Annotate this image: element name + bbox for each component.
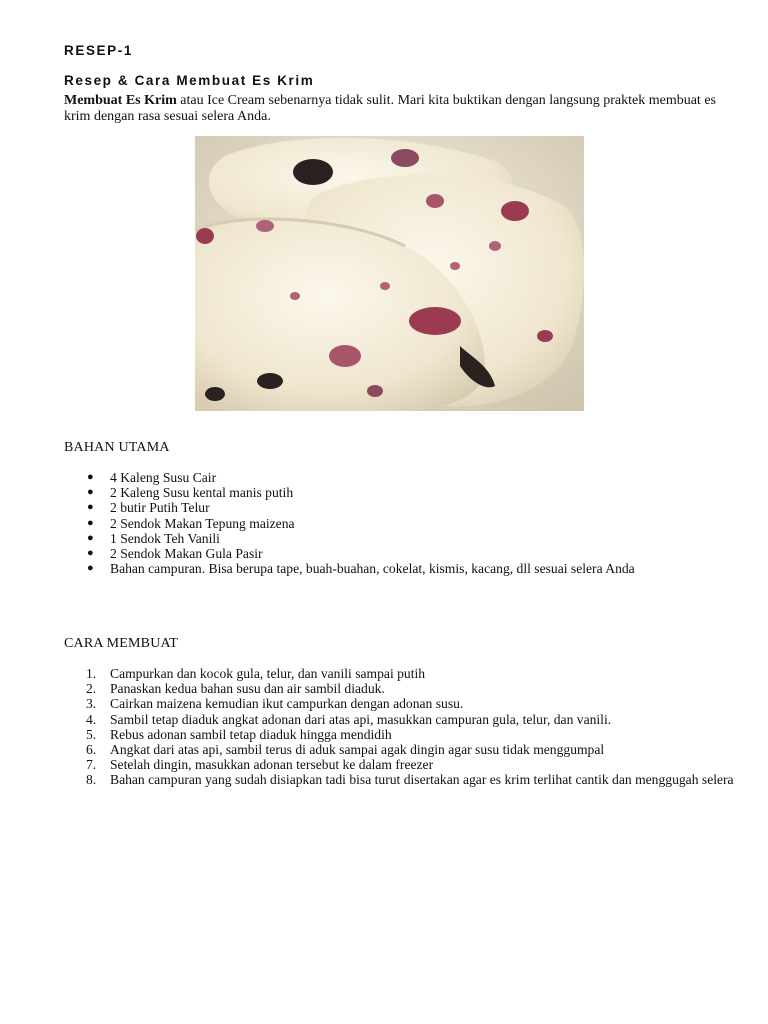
bahan-list xyxy=(87,470,750,577)
step-item: 7. Setelah dingin, masukkan adonan tersebut ke dalam freezer xyxy=(86,757,434,773)
step-item: 3. Cairkan maizena kemudian ikut campurkan dengan adonan susu. xyxy=(86,696,464,712)
bullet-icon: ● xyxy=(87,516,94,529)
step-number: 4. xyxy=(86,711,97,727)
list-item: ● 4 Kaleng Susu Cair xyxy=(87,470,217,485)
list-item: ● 2 butir Putih Telur xyxy=(87,500,210,516)
recipe-label: RESEP-1 xyxy=(64,43,133,58)
list-item: ● 1 Sendok Teh Vanili xyxy=(87,530,220,546)
bullet-icon: ● xyxy=(87,547,94,560)
step-number: 7. xyxy=(86,757,97,773)
bullet-icon: ● xyxy=(87,486,94,499)
intro-text: atau Ice Cream sebenarnya tidak sulit. Mari kita buktikan dengan langsung praktek membuat es krim dengan rasa sesuai selera Anda. xyxy=(64,93,716,124)
step-item: 8. Bahan campuran yang sudah disiapkan tadi bisa turut disertakan agar es krim terlihat cantik dan menggugah selera xyxy=(86,772,734,788)
step-number: 6. xyxy=(86,742,97,758)
intro-paragraph xyxy=(64,93,724,124)
step-item: 4. Sambil tetap diaduk angkat adonan dari atas api, masukkan campuran gula, telur, dan vanili. xyxy=(86,711,612,727)
step-number: 8. xyxy=(86,772,97,788)
recipe-heading: Resep & Cara Membuat Es Krim xyxy=(64,73,315,88)
step-item: 6. Angkat dari atas api, sambil terus di aduk sampai agak dingin agar susu tidak menggumpal xyxy=(86,742,605,758)
bahan-section-title: BAHAN UTAMA xyxy=(64,440,170,455)
cara-section-title: CARA MEMBUAT xyxy=(64,636,179,651)
step-item: 5. Rebus adonan sambil tetap diaduk hingga mendidih xyxy=(86,726,392,742)
bullet-icon: ● xyxy=(87,562,94,575)
list-item: ● 2 Sendok Makan Gula Pasir xyxy=(87,546,263,562)
step-number: 1. xyxy=(86,666,97,681)
list-item: ● 2 Sendok Makan Tepung maizena xyxy=(87,515,295,531)
step-number: 5. xyxy=(86,726,97,742)
ice-cream-photo xyxy=(195,136,584,411)
cara-steps-list xyxy=(86,666,750,788)
bullet-icon: ● xyxy=(87,471,94,483)
intro-bold-term: Membuat Es Krim xyxy=(64,93,177,108)
step-number: 3. xyxy=(86,696,97,712)
step-item: 2. Panaskan kedua bahan susu dan air sambil diaduk. xyxy=(86,681,385,697)
list-item: ● Bahan campuran. Bisa berupa tape, buah-buahan, cokelat, kismis, kacang, dll sesuai selera Anda xyxy=(87,561,635,577)
bullet-icon: ● xyxy=(87,531,94,544)
bullet-icon: ● xyxy=(87,501,94,514)
list-item: ● 2 Kaleng Susu kental manis putih xyxy=(87,485,294,501)
step-item: 1. Campurkan dan kocok gula, telur, dan vanili sampai putih xyxy=(86,666,426,681)
ice-cream-illustration xyxy=(195,136,584,411)
step-number: 2. xyxy=(86,681,97,697)
